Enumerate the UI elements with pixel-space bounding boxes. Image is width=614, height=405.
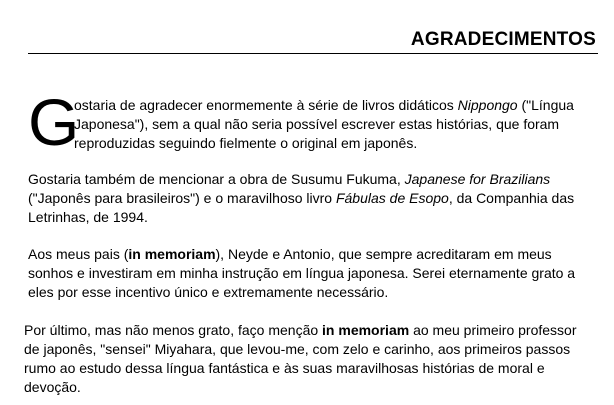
paragraph-text: Gostaria também de mencionar a obra de Susumu Fukuma,: [28, 171, 405, 187]
book-title-italic: Nippongo: [457, 97, 518, 113]
page-title: AGRADECIMENTOS: [410, 29, 596, 50]
title-divider: [28, 53, 598, 54]
paragraph-text: ), Neyde e Antonio, que sempre acreditaram em meus sonhos e investiram em minha instrução em língua japonesa. Serei eternamente grato a eles por esse incentivo único e extremamente necessário.: [28, 246, 576, 300]
paragraph-text: ao meu primeiro professor de japonês, "sensei" Miyahara, que levou-me, com zelo e carinho, aos primeiros passos rumo ao estudo dessa língua fantástica e às suas maravilhosas histórias de moral e devoção.: [24, 322, 577, 395]
paragraph-sensei: [24, 321, 598, 397]
paragraph-nippongo: [28, 85, 598, 159]
drop-cap-letter: G: [28, 85, 80, 159]
paragraph-text: Por último, mas não menos grato, faço menção: [24, 322, 323, 338]
book-title-italic: Fábulas de Esopo: [335, 190, 449, 206]
paragraph-text: ("Língua Japonesa"), sem a qual não seria possível escrever estas histórias, que foram reproduzidas seguindo fielmente o original em japonês.: [74, 97, 574, 151]
in-memoriam-bold: in memoriam: [128, 246, 216, 262]
paragraph-parents: [28, 245, 598, 302]
paragraph-text: ("Japonês para brasileiros") e o maravilhoso livro: [28, 190, 336, 206]
book-title-italic: Japanese for Brazilians: [404, 171, 551, 187]
paragraph-fukuma: [28, 170, 598, 227]
paragraph-text: Aos meus pais (: [28, 246, 129, 262]
in-memoriam-bold: in memoriam: [322, 322, 410, 338]
paragraph-text: , da Companhia das Letrinhas, de 1994.: [28, 190, 575, 225]
paragraph-text: ostaria de agradecer enormemente à série de livros didáticos: [74, 97, 458, 113]
acknowledgements-body: [24, 85, 598, 397]
